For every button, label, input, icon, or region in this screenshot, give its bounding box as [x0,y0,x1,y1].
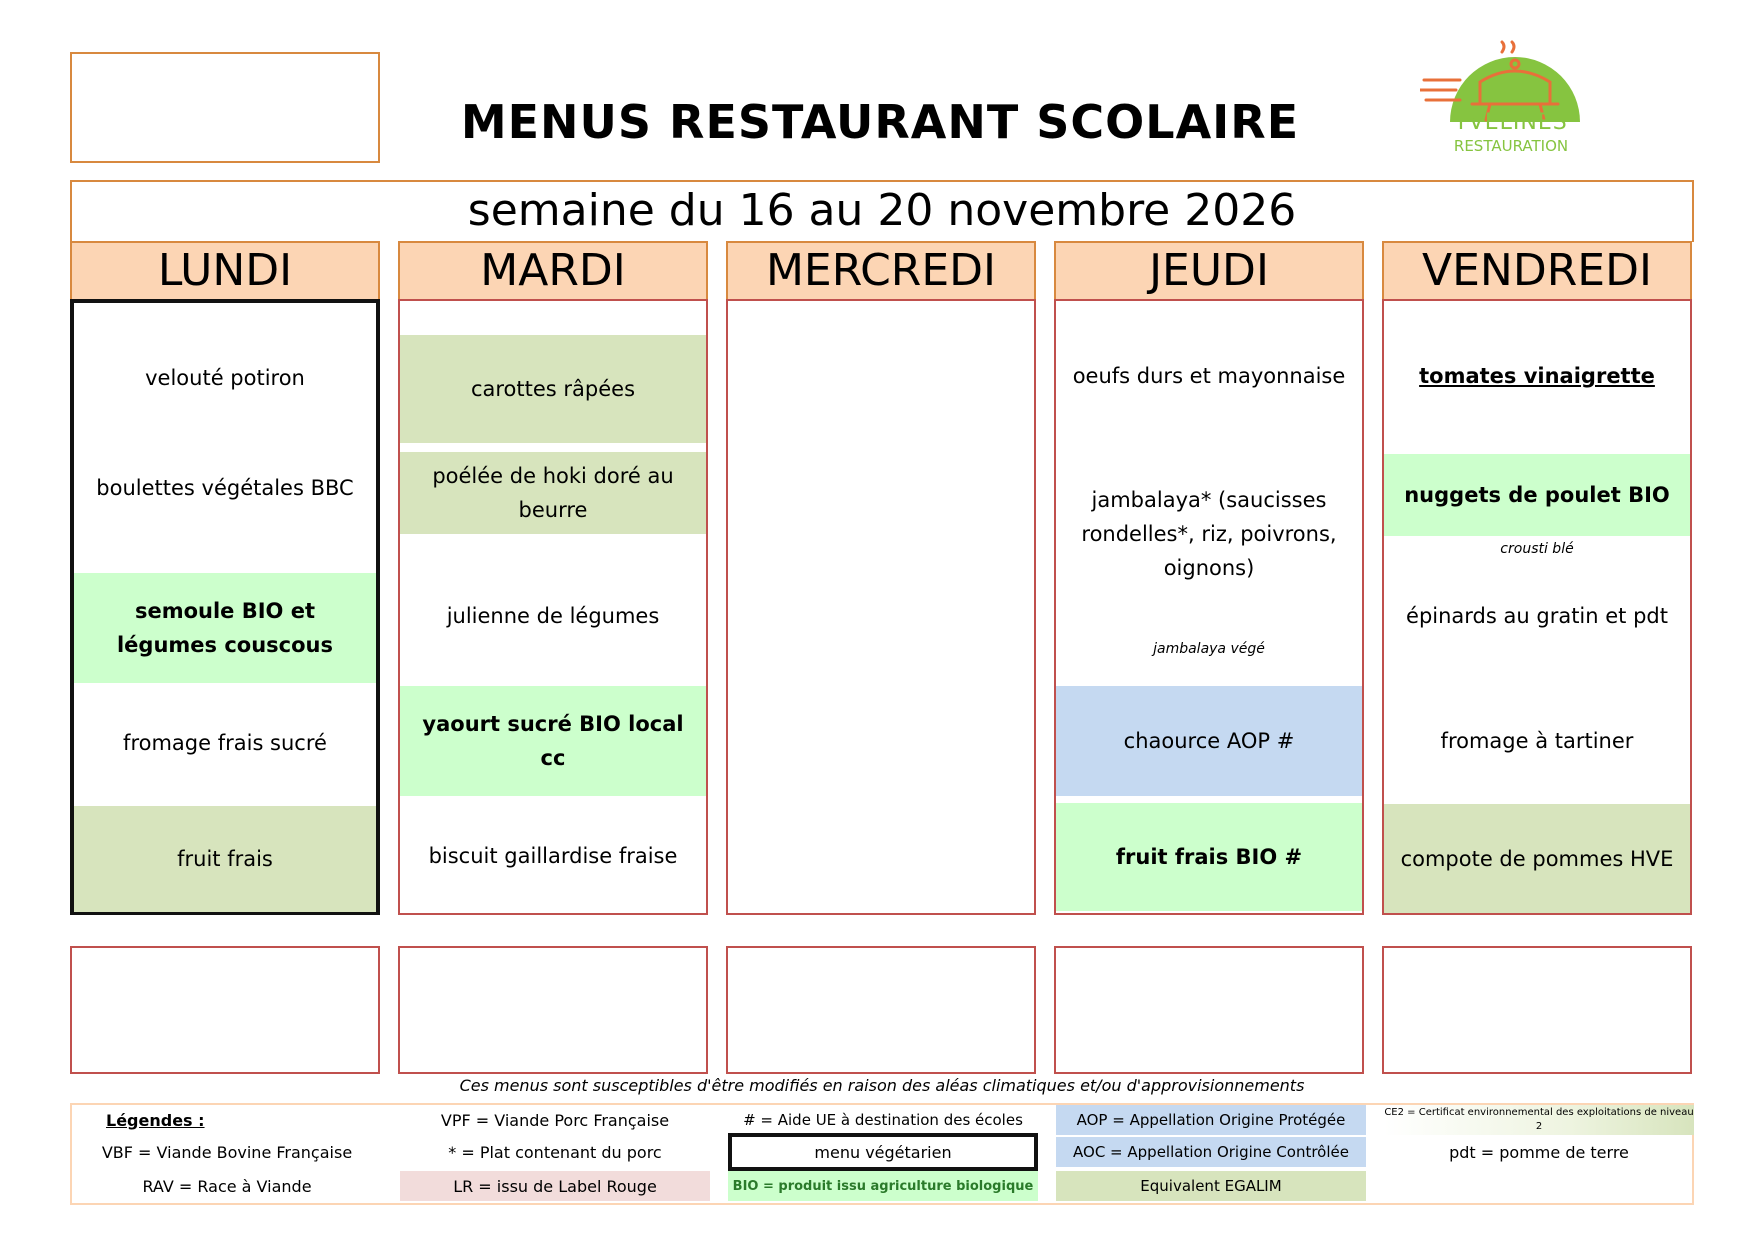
school-logo-placeholder [70,52,380,163]
legend-aide-ue: # = Aide UE à destination des écoles [743,1111,1023,1129]
jeudi-dessert: fruit frais BIO # [1056,803,1362,911]
menu-column-jeudi [1054,299,1364,915]
legend-title: Légendes : [106,1110,205,1130]
mardi-accompagnement: julienne de légumes [446,604,660,628]
legend-ce2: CE2 = Certificat environnemental des exploitations de niveau 2 [1384,1105,1694,1135]
legend [70,1103,1694,1205]
vendredi-plat-alternative: crousti blé [1500,541,1574,557]
legend-menu-vegetarien: menu végétarien [728,1133,1038,1171]
note-box-lundi [70,946,380,1074]
menu-column-vendredi [1382,299,1692,915]
lundi-dessert: fruit frais [74,806,376,912]
note-box-jeudi [1054,946,1364,1074]
vendredi-dessert: compote de pommes HVE [1384,804,1690,913]
disclaimer: Ces menus sont susceptibles d'être modifiés en raison des aléas climatiques et/ou d'approvisionnements [459,1076,1305,1095]
vendredi-plat: nuggets de poulet BIO [1384,454,1690,536]
note-box-mercredi [726,946,1036,1074]
lundi-accompagnement: semoule BIO et légumes couscous [74,573,376,683]
yvelines-restauration-logo [1420,40,1590,160]
day-header-lundi: LUNDI [70,241,380,301]
menu-column-mardi [398,299,708,915]
day-header-jeudi: JEUDI [1054,241,1364,301]
jeudi-plat-alternative: jambalaya végé [1153,641,1265,657]
legend-rav: RAV = Race à Viande [142,1176,312,1196]
mardi-entree: carottes râpées [400,335,706,443]
day-header-mardi: MARDI [398,241,708,301]
menu-column-lundi [70,299,380,915]
mardi-laitage: yaourt sucré BIO local cc [400,686,706,796]
mardi-plat: poélée de hoki doré au beurre [400,452,706,534]
vendredi-entree: tomates vinaigrette [1419,364,1655,388]
legend-aop: AOP = Appellation Origine Protégée [1056,1105,1366,1135]
vendredi-laitage: fromage à tartiner [1440,729,1634,753]
note-box-mardi [398,946,708,1074]
logo-text-restauration: RESTAURATION [1453,137,1569,155]
legend-vbf: VBF = Viande Bovine Française [101,1142,353,1162]
legend-egalim: Equivalent EGALIM [1056,1171,1366,1201]
week-title: semaine du 16 au 20 novembre 2026 [467,185,1297,236]
legend-vpf: VPF = Viande Porc Française [440,1110,670,1130]
legend-label-rouge: LR = issu de Label Rouge [400,1171,710,1201]
lundi-entree: velouté potiron [145,366,305,390]
vendredi-accompagnement: épinards au gratin et pdt [1406,604,1668,628]
jeudi-plat: jambalaya* (saucisses rondelles*, riz, poivrons, oignons) [1081,488,1337,580]
jeudi-entree: oeufs durs et mayonnaise [1072,364,1346,388]
day-header-mercredi: MERCREDI [726,241,1036,301]
note-box-vendredi [1382,946,1692,1074]
lundi-plat: boulettes végétales BBC [96,476,354,500]
legend-bio: BIO = produit issu agriculture biologique [728,1171,1038,1201]
lundi-laitage: fromage frais sucré [123,731,327,755]
legend-pdt: pdt = pomme de terre [1449,1142,1629,1162]
mardi-dessert: biscuit gaillardise fraise [428,844,678,868]
menu-column-mercredi [726,299,1036,915]
legend-porc: * = Plat contenant du porc [448,1142,662,1162]
page-title: MENUS RESTAURANT SCOLAIRE [460,95,1300,149]
logo-text-yvelines: YVELINES [1454,110,1568,135]
day-header-vendredi: VENDREDI [1382,241,1692,301]
jeudi-laitage: chaource AOP # [1056,686,1362,796]
legend-aoc: AOC = Appellation Origine Contrôlée [1056,1137,1366,1167]
